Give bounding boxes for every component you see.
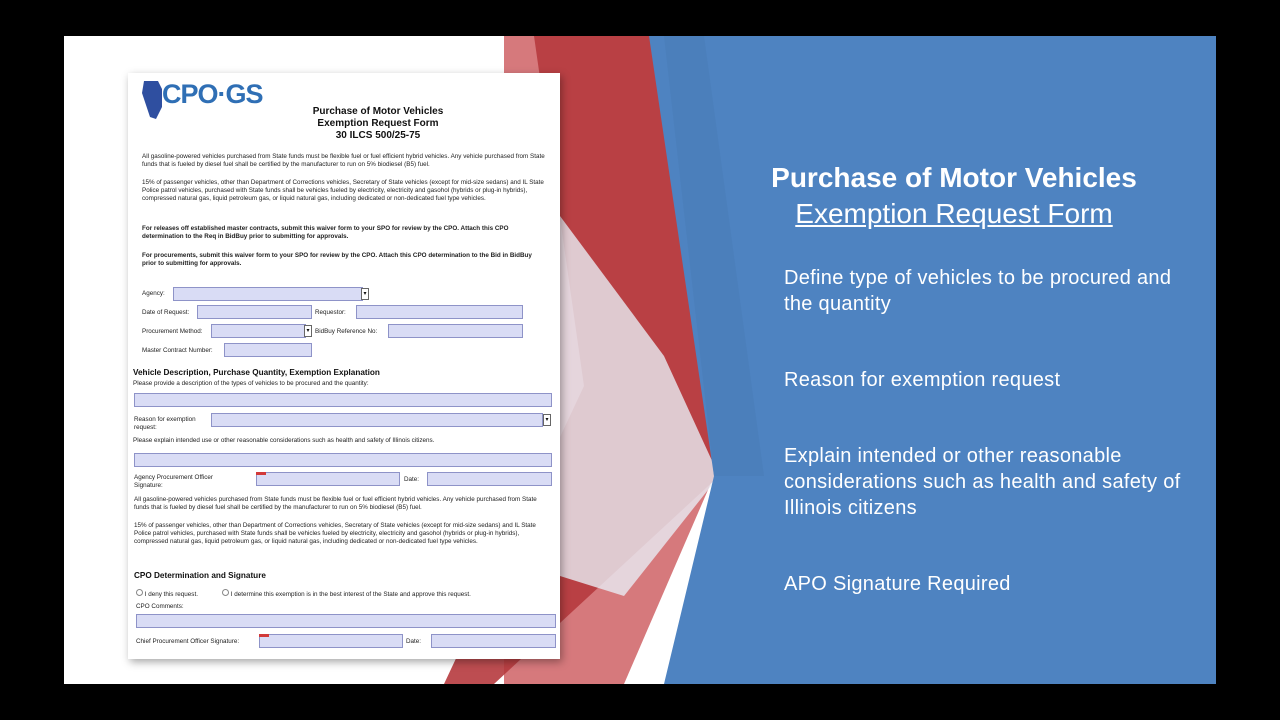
master-contract-label: Master Contract Number: [142, 347, 213, 354]
explain-label: Please explain intended use or other reasonable considerations such as health and safety of Illinois citizens. [133, 437, 435, 444]
form-title-line3: 30 ILCS 500/25-75 [335, 130, 421, 141]
bullet-1: Define type of vehicles to be procured and the quantity [784, 267, 1172, 315]
repeat-paragraph-1: All gasoline-powered vehicles purchased from State funds must be flexible fuel or fuel efficient hybrid vehicles. Any vehicle purchased from State funds that is fueled by diesel fuel shall be certified by the manufacturer to run on 5% biodiesel (B5) fuel. [134, 496, 537, 511]
intro-paragraph-1: All gasoline-powered vehicles purchased from State funds must be flexible fuel or fuel efficient hybrid vehicles. Any vehicle purchased from State funds that is fueled by diesel fuel shall be certified by the manufacturer to run on 5% biodiesel (B5) fuel. [142, 153, 545, 168]
slide-title: Purchase of Motor Vehicles [771, 162, 1137, 193]
apo-signature-label-line2: Signature: [134, 482, 163, 489]
repeat-paragraph-2: 15% of passenger vehicles, other than Department of Corrections vehicles, Secretary of State vehicles (except for mid-size sedans) and IL State Police patrol vehicles, purchased with State funds shall be vehicles fueled by electricity, electricity and gasohol (hybrids or plug-in hybrids), compressed natural gas, liquid petroleum gas, or liquid natural gas, including dedicated or non-dedicated fuel type vehicles. [134, 522, 536, 545]
cpo-signature-label: Chief Procurement Officer Signature: [136, 638, 240, 645]
reason-label-line2: request: [134, 424, 157, 431]
date2-label: Date: [406, 638, 422, 645]
reason-label-line1: Reason for exemption [134, 416, 196, 423]
procurement-method-label: Procurement Method: [142, 328, 203, 335]
agency-dropdown-arrow[interactable]: ▾ [361, 288, 369, 300]
bullet-4: APO Signature Required [784, 573, 1011, 595]
bullet-2: Reason for exemption request [784, 369, 1061, 391]
form-title-line1: Purchase of Motor Vehicles [312, 106, 444, 117]
slide-subtitle: Exemption Request Form [795, 198, 1113, 229]
deny-label: I deny this request. [144, 591, 198, 598]
approve-label: I determine this exemption is in the best interest of the State and approve this request. [230, 591, 471, 598]
instruction-paragraph-2: For procurements, submit this waiver form to your SPO for review by the CPO. Attach this CPO determination to the Bid in BidBuy prior to submitting for approvals. [142, 252, 532, 267]
reason-dropdown-arrow[interactable]: ▾ [543, 414, 551, 426]
cpo-comments-label: CPO Comments: [136, 603, 184, 610]
section1-title: Vehicle Description, Purchase Quantity, Exemption Explanation [133, 368, 380, 377]
date-label: Date: [404, 476, 420, 483]
cpo-gs-logo: CPO·GS [162, 79, 263, 109]
requestor-label: Requestor: [315, 309, 346, 316]
date-of-request-label: Date of Request: [142, 309, 190, 316]
agency-label: Agency: [142, 290, 165, 297]
section1-description: Please provide a description of the types of vehicles to be procured and the quantity: [133, 380, 369, 387]
procurement-method-dropdown-arrow[interactable]: ▾ [304, 325, 312, 337]
form-title-line2: Exemption Request Form [317, 118, 439, 129]
bidbuy-reference-label: BidBuy Reference No: [315, 328, 378, 335]
bullet-3: Explain intended or other reasonable considerations such as health and safety of Illinois citizens [784, 445, 1181, 519]
intro-paragraph-2: 15% of passenger vehicles, other than Department of Corrections vehicles, Secretary of State vehicles (except for mid-size sedans) and IL State Police patrol vehicles, purchased with State funds shall be vehicles fueled by electricity, electricity and gasohol (hybrids or plug-in hybrids), compressed natural gas, liquid petroleum gas, or liquid natural gas, including dedicated or non-dedicated fuel type vehicles. [142, 179, 544, 202]
instruction-paragraph-1: For releases off established master contracts, submit this waiver form to your SPO for review by the CPO. Attach this CPO determination to the Req in BidBuy prior to submitting for approvals. [142, 225, 509, 240]
slide [64, 36, 1216, 684]
section2-title: CPO Determination and Signature [134, 571, 266, 580]
apo-signature-label-line1: Agency Procurement Officer [134, 474, 213, 481]
slide-text-area [64, 36, 1216, 684]
